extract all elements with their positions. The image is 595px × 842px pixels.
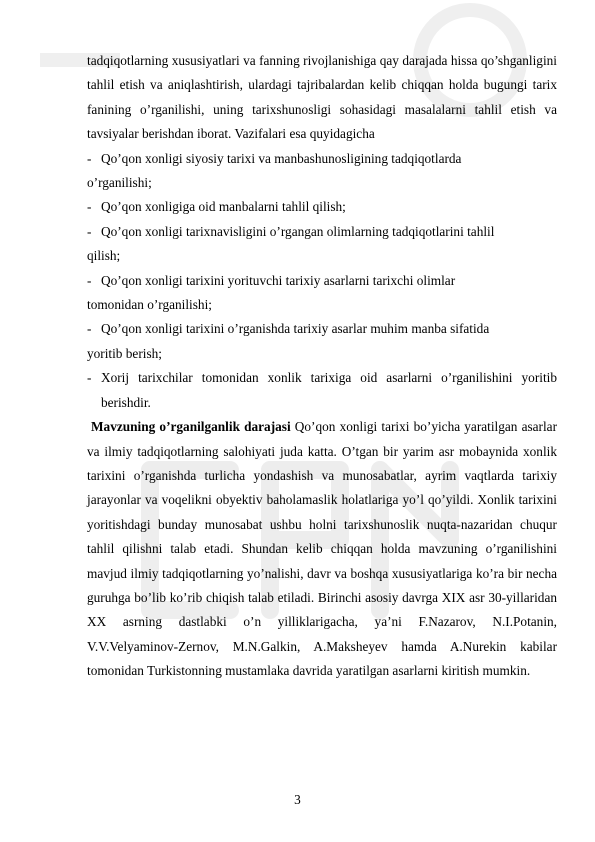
literature-review-paragraph (87, 415, 557, 683)
list-item (87, 269, 557, 318)
list-item-text: Qo’qon xonligi siyosiy tarixi va manbashunosligining tadqiqotlarda (101, 150, 462, 166)
list-item (87, 366, 557, 415)
list-item (87, 195, 557, 219)
list-item (87, 220, 557, 269)
list-item (87, 317, 557, 366)
list-item-text: Qo’qon xonligi tarixini o’rganishda tarixiy asarlar muhim manba sifatida (101, 321, 490, 337)
page-number: 3 (294, 792, 301, 807)
list-dash: - (87, 370, 92, 386)
list-dash: - (87, 223, 92, 239)
list-dash: - (87, 272, 92, 288)
document-body (87, 49, 557, 684)
list-item-continuation: yoritib berish; (87, 345, 162, 361)
paragraph-text: Qo’qon xonligi tarixi bo’yicha yaratilgan asarlar va ilmiy tadqiqotlarning salohiyati juda katta. O’tgan bir yarim asr mobaynida xonlik tarixini o’rganishda turlicha yondashish va munosabatlar, ayrim vaqtlarda tarixiy jarayonlar va voqelikni obyektiv baholamaslik holatlariga yo’l qo’yildi. Xonlik tarixini yoritishdagi bunday munosabat ushbu holni tarixshunoslik nuqta-nazaridan chuqur tahlil qilishni talab etadi. Shundan kelib chiqqan holda mavzuning o’rganilishini mavjud ilmiy tadqiqotlarning yo’nalishi, davr va boshqa xususiyatlariga ko’ra bir necha guruhga bo’lib ko’rib chiqish talab etiladi. Birinchi asosiy davrga XIX asr 30-yillaridan XX asrning dastlabki o’n yilliklarigacha, ya’ni F.Nazarov, N.I.Potanin, V.V.Velyaminov-Zernov, M.N.Galkin, A.Maksheyev hamda A.Nurekin kabilar tomonidan Turkistonning mustamlaka davrida yaratilgan asarlarni kiritish mumkin. (87, 419, 558, 679)
intro-paragraph: tadqiqotlarning xususiyatlari va fanning rivojlanishiga qay darajada hissa qo’shganligini tahlil etish va aniqlashtirish, ulardagi tajribalardan kelib chiqqan holda bugungi tarix fanining o’rganilishi, uning tarixshunosligi sohasidagi masalalarni tahlil etish va tavsiyalar berishdan iborat. Vazifalari esa quyidagicha (87, 53, 557, 142)
list-item-text: Xorij tarixchilar tomonidan xonlik tarixiga oid asarlarni o’rganilishini yoritib berishdir. (101, 370, 557, 410)
list-item (87, 147, 557, 196)
section-heading: Mavzuning o’rganilganlik darajasi (91, 419, 291, 435)
list-dash: - (87, 321, 92, 337)
list-dash: - (87, 150, 92, 166)
list-item-text: Qo’qon xonligi tarixini yorituvchi tarixiy asarlarni tarixchi olimlar (101, 272, 456, 288)
list-item-continuation: qilish; (87, 248, 121, 264)
list-item-continuation: o’rganilishi; (87, 175, 152, 191)
list-item-text: Qo’qon xonligi tarixnavisligini o’rgangan olimlarning tadqiqotlarini tahlil (101, 223, 495, 239)
list-item-text: Qo’qon xonligiga oid manbalarni tahlil qilish; (101, 199, 346, 215)
task-list (87, 147, 557, 415)
list-dash: - (87, 199, 92, 215)
list-item-continuation: tomonidan o’rganilishi; (87, 297, 212, 313)
